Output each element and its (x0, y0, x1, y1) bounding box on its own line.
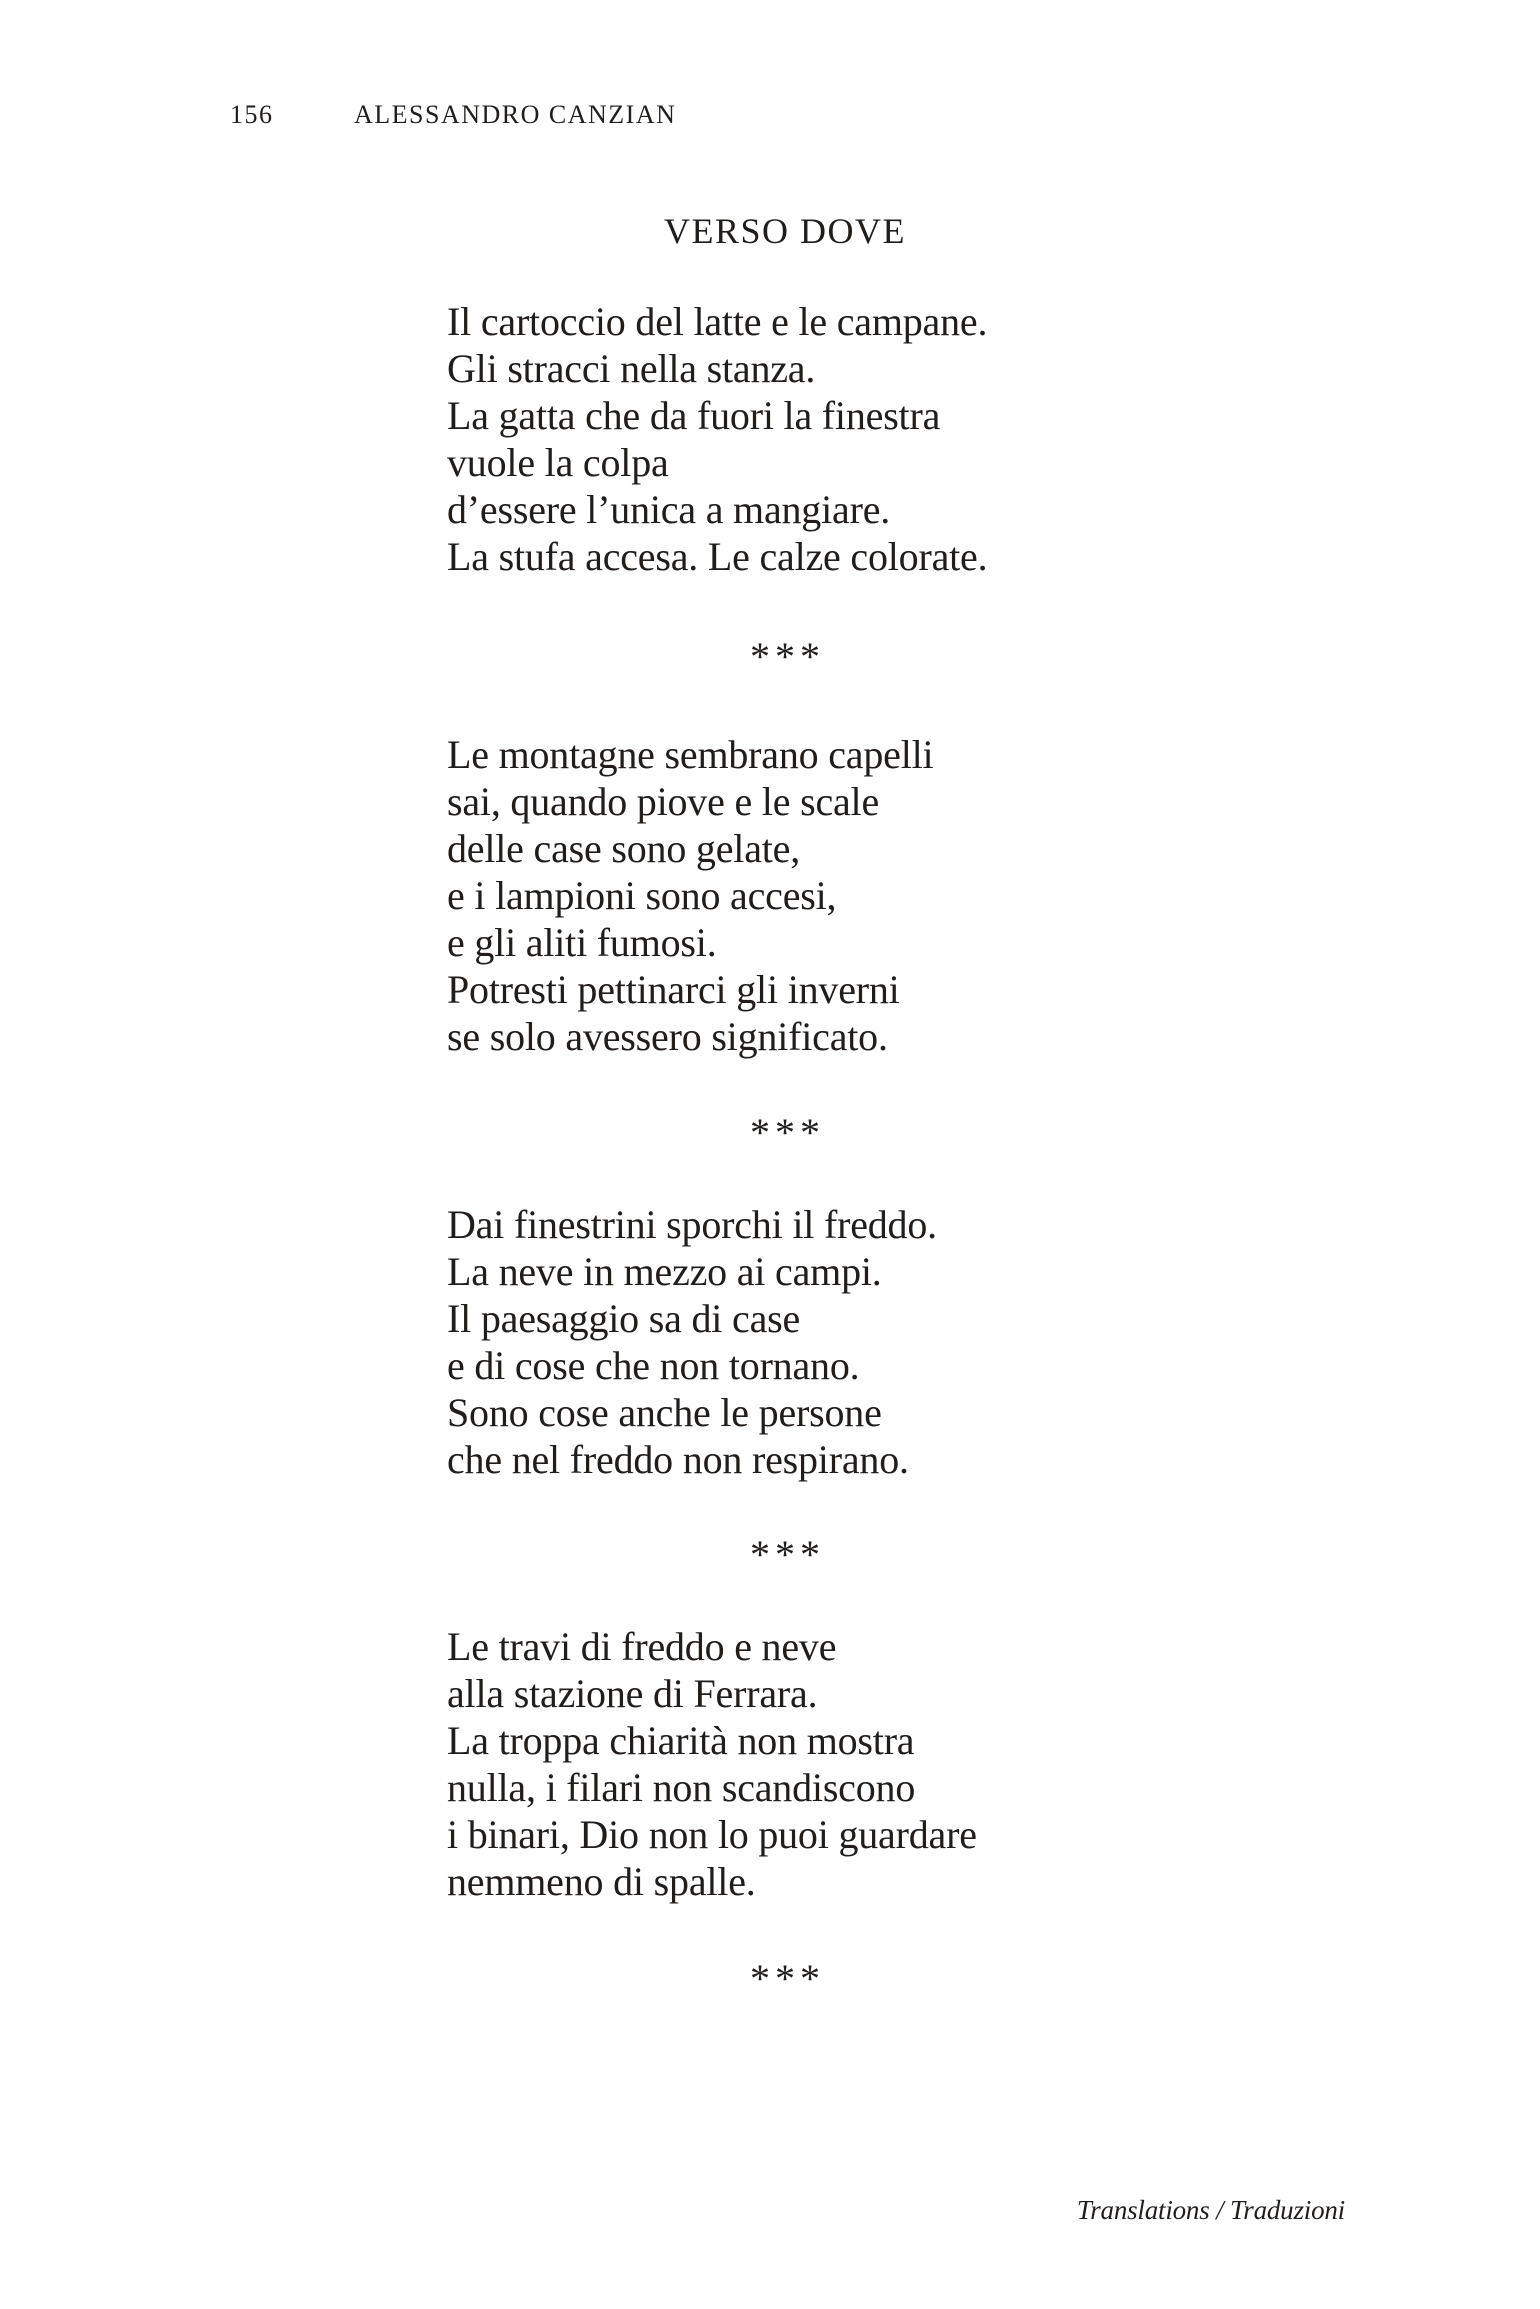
poem-line: nemmeno di spalle. (447, 1859, 756, 1904)
stanza-1 (447, 298, 987, 580)
running-header (0, 100, 1540, 140)
poem-line: La stufa accesa. Le calze colorate. (447, 534, 988, 579)
stanza-separator: * * * (750, 634, 820, 679)
poem-line: alla stazione di Ferrara. (447, 1671, 818, 1716)
poem-line: i binari, Dio non lo puoi guardare (447, 1812, 977, 1857)
poem-line: La gatta che da fuori la finestra (447, 393, 941, 438)
poem-line: Potresti pettinarci gli inverni (447, 967, 900, 1012)
poem-line: La troppa chiarità non mostra (447, 1718, 915, 1763)
poem-line: Sono cose anche le persone (447, 1390, 882, 1435)
poem-line: sai, quando piove e le scale (447, 779, 880, 824)
poem-line: che nel freddo non respirano. (447, 1437, 909, 1482)
poem-line: Gli stracci nella stanza. (447, 346, 816, 391)
poem-line: nulla, i filari non scandiscono (447, 1765, 916, 1810)
poem-line: e i lampioni sono accesi, (447, 873, 837, 918)
poem-line: Le montagne sembrano capelli (447, 732, 934, 777)
stanza-4 (447, 1623, 977, 1905)
stanza-2 (447, 731, 933, 1060)
running-header-author: ALESSANDRO CANZIAN (354, 100, 677, 129)
page-footer (1077, 2195, 1345, 2226)
poem-title: VERSO DOVE (663, 211, 906, 251)
poem-line: La neve in mezzo ai campi. (447, 1249, 882, 1294)
stanza-separator: * * * (750, 1956, 820, 2001)
stanza-separator: * * * (750, 1532, 820, 1577)
footer-section-title: Translations / Traduzioni (1076, 2195, 1345, 2225)
page-number: 156 (230, 100, 274, 129)
poem-line: Il paesaggio sa di case (447, 1296, 801, 1341)
poem-line: e gli aliti fumosi. (447, 920, 717, 965)
poem-line: Dai finestrini sporchi il freddo. (447, 1202, 937, 1247)
poem-line: Le travi di freddo e neve (447, 1624, 837, 1669)
stanza-separator: * * * (750, 1110, 820, 1155)
poem-line: se solo avessero significato. (447, 1014, 888, 1059)
poem-line: vuole la colpa (447, 440, 669, 485)
poem-line: d’essere l’unica a mangiare. (447, 487, 891, 532)
poem-line: e di cose che non tornano. (447, 1343, 860, 1388)
poem-line: delle case sono gelate, (447, 826, 801, 871)
poem-line: Il cartoccio del latte e le campane. (447, 299, 988, 344)
stanza-3 (447, 1201, 937, 1483)
